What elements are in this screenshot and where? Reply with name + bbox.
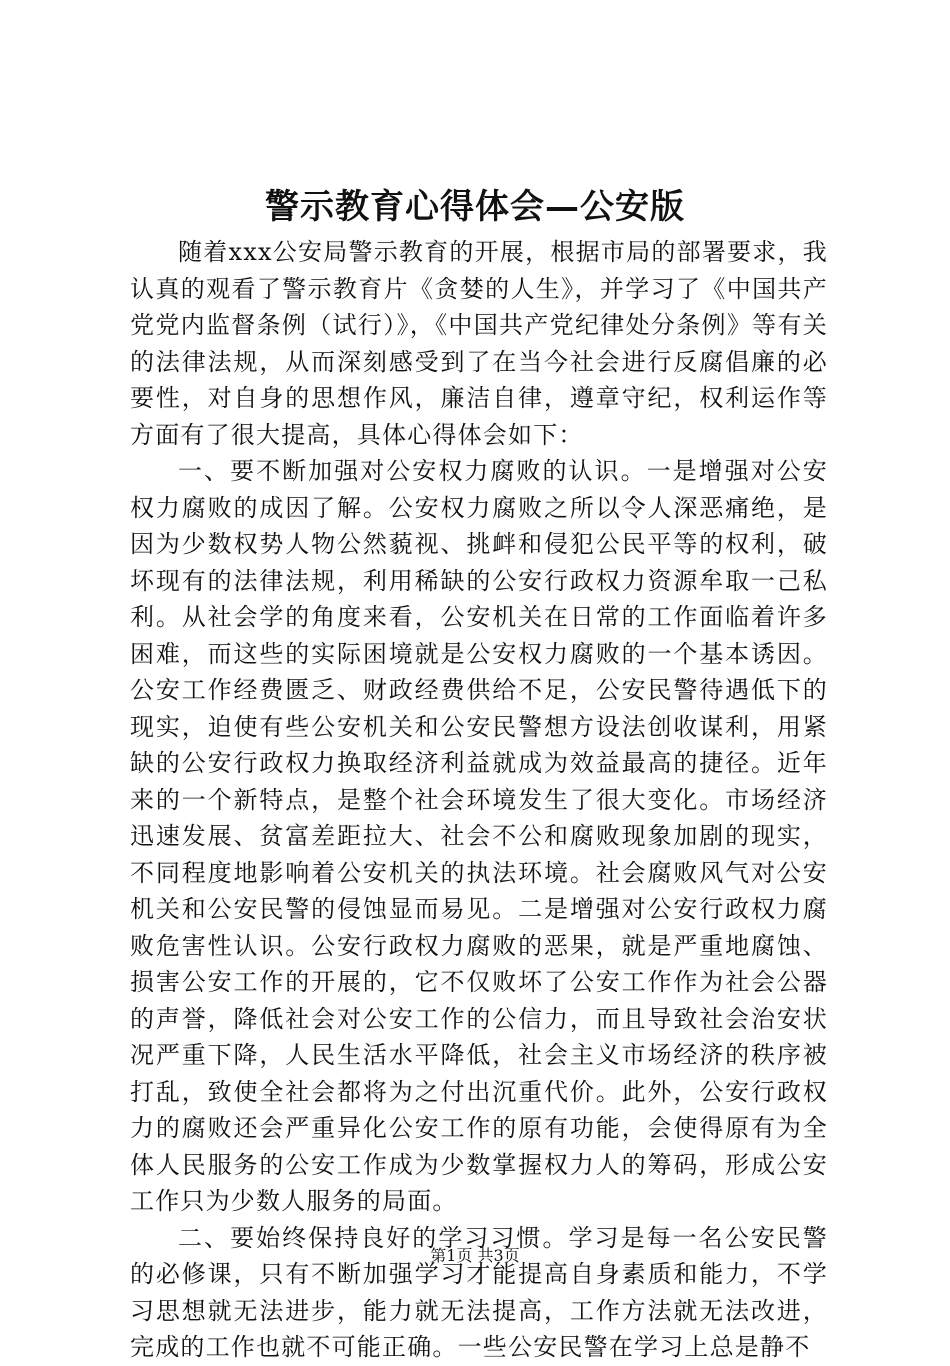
paragraph-section-2: 二、要始终保持良好的学习习惯。学习是每一名公安民警的必修课，只有不断加强学习才能提高自身素质和能力，不学习思想就无法进步，能力就无法提高，工作方法就无法改进，完成的工作也就不可能正确。一些公安民警在学习上总是静不 — [130, 1223, 828, 1361]
document-title: 警示教育心得体会—公安版 — [265, 187, 685, 227]
document-body — [130, 234, 828, 1366]
page-number-footer: 第1页 共3页 — [430, 1246, 520, 1265]
paragraph-section-1: 一、要不断加强对公安权力腐败的认识。一是增强对公安权力腐败的成因了解。公安权力腐败之所以令人深恶痛绝，是因为少数权势人物公然藐视、挑衅和侵犯公民平等的权利，破坏现有的法律法规，利用稀缺的公安行政权力资源牟取一己私利。从社会学的角度来看，公安机关在日常的工作面临着许多困难，而这些的实际困境就是公安权力腐败的一个基本诱因。公安工作经费匮乏、财政经费供给不足，公安民警待遇低下的现实，迫使有些公安机关和公安民警想方设法创收谋利，用紧缺的公安行政权力换取经济利益就成为效益最高的捷径。近年来的一个新特点，是整个社会环境发生了很大变化。市场经济迅速发展、贫富差距拉大、社会不公和腐败现象加剧的现实，不同程度地影响着公安机关的执法环境。社会腐败风气对公安机关和公安民警的侵蚀显而易见。二是增强对公安行政权力腐败危害性认识。公安行政权力腐败的恶果，就是严重地腐蚀、损害公安工作的开展的，它不仅败坏了公安工作作为社会公器的声誉，降低社会对公安工作的公信力，而且导致社会治安状况严重下降，人民生活水平降低，社会主义市场经济的秩序被打乱，致使全社会都将为之付出沉重代价。此外，公安行政权力的腐败还会严重异化公安工作的原有功能，会使得原有为全体人民服务的公安工作成为少数掌握权力人的筹码，形成公安工作只为少数人服务的局面。 — [130, 457, 828, 1215]
paragraph-intro: 随着xxx公安局警示教育的开展，根据市局的部署要求，我认真的观看了警示教育片《贪婪的人生》，并学习了《中国共产党党内监督条例（试行）》，《中国共产党纪律处分条例》等有关的法律法规，从而深刻感受到了在当今社会进行反腐倡廉的必要性，对自身的思想作风，廉洁自律，遵章守纪，权利运作等方面有了很大提高，具体心得体会如下： — [130, 238, 828, 449]
